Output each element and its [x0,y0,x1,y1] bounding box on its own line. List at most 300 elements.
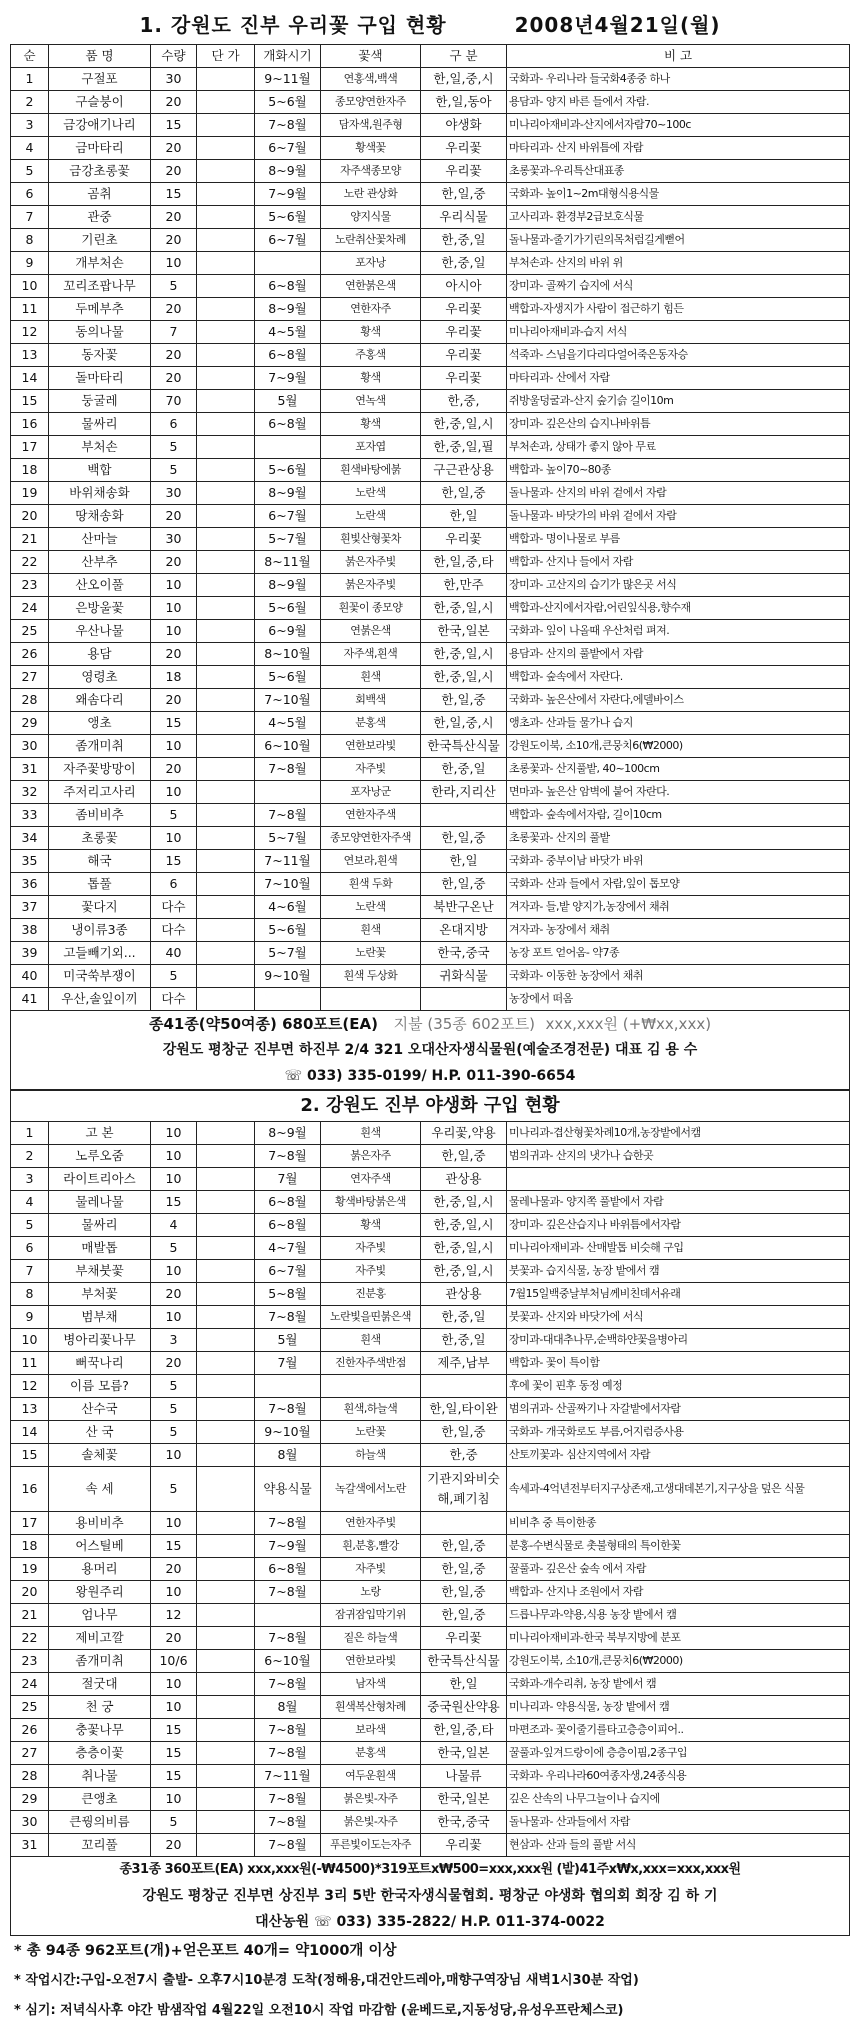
cell-no: 9 [11,1306,49,1329]
cell-remarks: 붓꽃과- 산지와 바닷가에 서식 [507,1306,850,1329]
cell-category: 한,중,일,시 [421,643,507,666]
notes [10,1936,850,2026]
table-row [11,1168,850,1191]
cell-bloom [255,436,321,459]
cell-name: 속 세 [49,1467,151,1512]
cell-color: 잠귀잠입막기위 [321,1604,421,1627]
cell-price [197,1650,255,1673]
cell-color: 연한보라빛 [321,735,421,758]
table-row [11,367,850,390]
cell-name: 용담 [49,643,151,666]
header-qty: 수량 [151,45,197,68]
cell-price [197,965,255,988]
cell-remarks: 마타리과- 산에서 자람 [507,367,850,390]
cell-no: 10 [11,1329,49,1352]
table-row [11,160,850,183]
cell-no: 25 [11,1696,49,1719]
header-bloom: 개화시기 [255,45,321,68]
cell-name: 물싸리 [49,413,151,436]
cell-qty: 20 [151,229,197,252]
cell-color: 흰색 [321,666,421,689]
section2-phone: 대산농원 ☏ 033) 335-2822/ H.P. 011-374-0022 [255,1914,605,1930]
cell-no: 27 [11,1742,49,1765]
cell-color: 노란취산꽃차례 [321,229,421,252]
cell-price [197,873,255,896]
cell-color [321,1375,421,1398]
cell-bloom: 7~8월 [255,1627,321,1650]
cell-remarks: 백합과- 산지나 조원에서 자람 [507,1581,850,1604]
cell-bloom: 7~11월 [255,850,321,873]
cell-category: 구근관상용 [421,459,507,482]
cell-bloom [255,988,321,1011]
cell-no: 12 [11,1375,49,1398]
cell-qty: 12 [151,1604,197,1627]
cell-no: 17 [11,436,49,459]
cell-no: 20 [11,1581,49,1604]
cell-color: 푸른빛이도는자주 [321,1834,421,1857]
cell-qty: 20 [151,689,197,712]
cell-no: 28 [11,1765,49,1788]
table-row [11,1375,850,1398]
cell-qty: 다수 [151,896,197,919]
cell-name: 라이트리아스 [49,1168,151,1191]
cell-remarks: 백합과- 숲속에서자람, 길이10cm [507,804,850,827]
cell-name: 기린초 [49,229,151,252]
cell-no: 6 [11,183,49,206]
table-row [11,551,850,574]
cell-no: 22 [11,1627,49,1650]
cell-category [421,804,507,827]
cell-name: 꼬리풀 [49,1834,151,1857]
cell-category: 귀화식물 [421,965,507,988]
cell-category: 한,일 [421,1673,507,1696]
cell-bloom: 6~10월 [255,1650,321,1673]
table-row [11,758,850,781]
cell-color: 양지식물 [321,206,421,229]
cell-category: 한,일 [421,505,507,528]
cell-bloom: 8~9월 [255,160,321,183]
cell-category: 한,일,중 [421,482,507,505]
cell-name: 좀비비추 [49,804,151,827]
cell-qty: 70 [151,390,197,413]
cell-name: 은방울꽃 [49,597,151,620]
cell-qty: 7 [151,321,197,344]
cell-bloom: 6~7월 [255,505,321,528]
cell-remarks: 장미과- 깊은산의 습지나바위틈 [507,413,850,436]
cell-category: 우리꽃 [421,1834,507,1857]
cell-bloom: 7~8월 [255,1834,321,1857]
cell-remarks: 돌나물과- 산지의 바위 겉에서 자람 [507,482,850,505]
cell-category: 한,일,중,시 [421,68,507,91]
cell-remarks: 장미과- 골짜기 습지에 서식 [507,275,850,298]
table-row [11,574,850,597]
cell-bloom: 7~9월 [255,183,321,206]
cell-price [197,1673,255,1696]
cell-remarks: 미나리아재비과-한국 북부지방에 분포 [507,1627,850,1650]
cell-price [197,114,255,137]
cell-no: 27 [11,666,49,689]
cell-color: 붉은빛-자주 [321,1788,421,1811]
cell-color: 자주빛 [321,1558,421,1581]
table-row [11,275,850,298]
cell-color: 흰빛산형꽃차 [321,528,421,551]
cell-no: 4 [11,137,49,160]
cell-remarks: 붓꽃과- 습지식물, 농장 밭에서 캠 [507,1260,850,1283]
cell-name: 둥굴레 [49,390,151,413]
cell-remarks: 꿀풀과-잎겨드랑이에 층층이핌,2종구입 [507,1742,850,1765]
cell-name: 좀개미취 [49,1650,151,1673]
cell-color: 흰색 [321,1122,421,1145]
cell-category: 한,일,중 [421,1421,507,1444]
cell-qty: 20 [151,758,197,781]
cell-no: 29 [11,1788,49,1811]
cell-remarks: 백합과-산지에서자람,어린잎식용,향수재 [507,597,850,620]
table-row [11,804,850,827]
cell-no: 3 [11,1168,49,1191]
cell-category: 한,일,중 [421,1581,507,1604]
cell-price [197,1375,255,1398]
cell-name: 산수국 [49,1398,151,1421]
cell-price [197,919,255,942]
cell-name: 백합 [49,459,151,482]
cell-remarks: 용담과- 양지 바른 들에서 자람. [507,91,850,114]
cell-qty: 15 [151,1765,197,1788]
cell-no: 14 [11,1421,49,1444]
cell-name: 꽃다지 [49,896,151,919]
cell-name: 범부채 [49,1306,151,1329]
cell-price [197,91,255,114]
cell-category: 한,일,중,시 [421,712,507,735]
cell-qty: 20 [151,206,197,229]
table-row [11,1329,850,1352]
cell-color: 연붉은색 [321,620,421,643]
cell-remarks: 국화과- 우리나라 들국화4종중 하나 [507,68,850,91]
cell-price [197,183,255,206]
cell-bloom: 7~8월 [255,1581,321,1604]
cell-category: 관상용 [421,1168,507,1191]
cell-category: 우리꽃,약용 [421,1122,507,1145]
cell-bloom: 6~7월 [255,1260,321,1283]
table-row [11,1558,850,1581]
table-row [11,1122,850,1145]
cell-qty: 5 [151,1237,197,1260]
cell-remarks: 범의귀과- 산골짜기나 자갈밭에서자람 [507,1398,850,1421]
cell-remarks: 국화과- 높이1~2m대형식용식물 [507,183,850,206]
cell-no: 7 [11,206,49,229]
cell-color: 노란꽃 [321,942,421,965]
cell-color: 회백색 [321,689,421,712]
cell-qty: 10 [151,1260,197,1283]
cell-category: 한,중,일,시 [421,1191,507,1214]
table-row [11,1237,850,1260]
cell-remarks: 돌나물과- 바닷가의 바위 겉에서 자람 [507,505,850,528]
table-row [11,1512,850,1535]
table-row [11,413,850,436]
cell-color [321,988,421,1011]
cell-name: 바위채송화 [49,482,151,505]
cell-no: 4 [11,1191,49,1214]
cell-bloom: 7~8월 [255,1788,321,1811]
cell-remarks: 마타리과- 산지 바위틈에 자람 [507,137,850,160]
cell-category: 한,중,일 [421,252,507,275]
cell-no: 30 [11,735,49,758]
cell-category: 한,중,일,필 [421,436,507,459]
cell-bloom: 8~10월 [255,643,321,666]
cell-color: 연보라,흰색 [321,850,421,873]
cell-bloom: 7~8월 [255,1742,321,1765]
cell-category [421,988,507,1011]
cell-qty: 10 [151,1696,197,1719]
cell-price [197,1444,255,1467]
cell-category [421,1375,507,1398]
cell-price [197,735,255,758]
cell-remarks: 장미과-대대추나무,순백하얀꽃을병아리 [507,1329,850,1352]
cell-qty: 3 [151,1329,197,1352]
cell-qty: 5 [151,1398,197,1421]
cell-qty: 30 [151,68,197,91]
section1-summary-box [10,1011,850,1090]
cell-remarks: 국화과- 산과 들에서 자람,잎이 톱모양 [507,873,850,896]
cell-category: 한라,지리산 [421,781,507,804]
cell-name: 취나물 [49,1765,151,1788]
table-row [11,1627,850,1650]
cell-no: 21 [11,528,49,551]
note-work-time: * 작업시간:구입-오전7시 출발- 오후7시10분경 도착(정해용,대건안드레아,매향구역장님 새벽1시30분 작업) [14,1973,639,1988]
table-row [11,735,850,758]
table-row [11,459,850,482]
cell-color: 보라색 [321,1719,421,1742]
cell-price [197,436,255,459]
cell-name: 제비고깔 [49,1627,151,1650]
table-row [11,1398,850,1421]
table-row [11,1444,850,1467]
cell-price [197,275,255,298]
cell-color: 종모양연한자주 [321,91,421,114]
cell-qty: 10 [151,574,197,597]
cell-name: 영령초 [49,666,151,689]
cell-qty: 10 [151,1306,197,1329]
cell-category: 한,중,일,시 [421,666,507,689]
section1-header-row [11,45,850,68]
cell-color: 흰색 두화 [321,873,421,896]
section2-table [10,1121,850,1857]
table-row [11,1673,850,1696]
cell-bloom: 8~11월 [255,551,321,574]
cell-no: 5 [11,1214,49,1237]
cell-qty: 다수 [151,919,197,942]
table-row [11,1306,850,1329]
cell-bloom: 8~9월 [255,298,321,321]
cell-category: 우리꽃 [421,137,507,160]
cell-qty: 6 [151,413,197,436]
cell-name: 두메부추 [49,298,151,321]
header-color: 꽃색 [321,45,421,68]
cell-name: 금강초롱꽃 [49,160,151,183]
cell-bloom: 7~8월 [255,1398,321,1421]
cell-bloom: 5~6월 [255,91,321,114]
table-row [11,712,850,735]
cell-price [197,827,255,850]
cell-bloom: 6~8월 [255,275,321,298]
cell-remarks: 국화과- 잎이 나올때 우산처럼 펴져. [507,620,850,643]
cell-category: 우리꽃 [421,344,507,367]
cell-name: 금강애기나리 [49,114,151,137]
cell-name: 돌마타리 [49,367,151,390]
cell-name: 관중 [49,206,151,229]
cell-price [197,344,255,367]
cell-name: 미국쑥부쟁이 [49,965,151,988]
cell-no: 38 [11,919,49,942]
cell-qty: 4 [151,1214,197,1237]
cell-no: 13 [11,1398,49,1421]
cell-qty: 20 [151,160,197,183]
table-row [11,1604,850,1627]
cell-bloom: 4~5월 [255,712,321,735]
cell-bloom [255,1375,321,1398]
cell-qty: 10/6 [151,1650,197,1673]
cell-category: 한,중,일,시 [421,1237,507,1260]
cell-qty: 30 [151,482,197,505]
cell-color: 자주빛 [321,1260,421,1283]
cell-price [197,1145,255,1168]
cell-name: 우산나물 [49,620,151,643]
cell-price [197,1604,255,1627]
cell-bloom: 4~7월 [255,1237,321,1260]
table-row [11,1834,850,1857]
cell-color: 진분홍 [321,1283,421,1306]
cell-category: 한,일,동아 [421,91,507,114]
cell-qty: 15 [151,1742,197,1765]
cell-color: 노란 관상화 [321,183,421,206]
cell-category: 한국,일본 [421,620,507,643]
cell-bloom: 4~6월 [255,896,321,919]
cell-bloom: 7~8월 [255,114,321,137]
cell-name: 층층이꽃 [49,1742,151,1765]
cell-price [197,390,255,413]
cell-bloom: 5~8월 [255,1283,321,1306]
cell-color: 종모양연한자주색 [321,827,421,850]
cell-remarks: 국화과- 이동한 농장에서 채취 [507,965,850,988]
cell-bloom: 9~10월 [255,965,321,988]
cell-price [197,482,255,505]
section2-summary-box [10,1857,850,1936]
cell-category: 한국,일본 [421,1788,507,1811]
cell-remarks: 백합과- 명이나물로 부름 [507,528,850,551]
cell-no: 11 [11,1352,49,1375]
table-row [11,1788,850,1811]
cell-name: 솔체꽃 [49,1444,151,1467]
cell-qty: 10 [151,1145,197,1168]
cell-price [197,689,255,712]
cell-color: 붉은빛-자주 [321,1811,421,1834]
cell-bloom [255,252,321,275]
cell-color: 주홍색 [321,344,421,367]
cell-color: 연한보라빛 [321,1650,421,1673]
cell-price [197,321,255,344]
cell-remarks: 겨자과- 들,밭 양지가,농장에서 채취 [507,896,850,919]
cell-qty: 10 [151,1512,197,1535]
section2-body [11,1122,850,1857]
cell-price [197,1535,255,1558]
table-row [11,68,850,91]
cell-qty: 다수 [151,988,197,1011]
cell-remarks: 국화과- 개국화로도 부름,어지럼증사용 [507,1421,850,1444]
cell-no: 29 [11,712,49,735]
cell-color: 포자낭 [321,252,421,275]
cell-bloom: 7~8월 [255,1673,321,1696]
cell-qty: 5 [151,1811,197,1834]
cell-name: 절굿대 [49,1673,151,1696]
table-row [11,229,850,252]
cell-color: 붉은자주빛 [321,574,421,597]
cell-no: 16 [11,1467,49,1512]
cell-qty: 30 [151,528,197,551]
cell-price [197,137,255,160]
cell-price [197,206,255,229]
cell-color: 황색 [321,1214,421,1237]
cell-color: 노란빛을띤붉은색 [321,1306,421,1329]
cell-bloom: 9~11월 [255,68,321,91]
table-row [11,321,850,344]
cell-color: 포자낭군 [321,781,421,804]
cell-color: 황색 [321,321,421,344]
cell-name: 산부추 [49,551,151,574]
cell-price [197,1811,255,1834]
cell-bloom: 6~7월 [255,137,321,160]
cell-color: 흰색복산형차례 [321,1696,421,1719]
table-row [11,942,850,965]
cell-no: 16 [11,413,49,436]
cell-qty: 5 [151,459,197,482]
cell-remarks: 강원도이북, 소10개,큰뭉치6(₩2000) [507,1650,850,1673]
cell-price [197,551,255,574]
cell-color: 연한자주 [321,298,421,321]
cell-category: 한,일,중,타 [421,1719,507,1742]
cell-qty: 6 [151,873,197,896]
cell-bloom: 6~10월 [255,735,321,758]
cell-qty: 20 [151,551,197,574]
table-row [11,91,850,114]
cell-color: 붉은자주 [321,1145,421,1168]
table-row [11,344,850,367]
cell-no: 31 [11,758,49,781]
cell-no: 5 [11,160,49,183]
cell-price [197,574,255,597]
cell-name: 물레나물 [49,1191,151,1214]
cell-category: 한국특산식물 [421,735,507,758]
cell-color: 자주빛 [321,758,421,781]
cell-remarks: 강원도이북, 소10개,큰뭉치6(₩2000) [507,735,850,758]
cell-remarks: 속세과-4억년전부터지구상존재,고생대데본기,지구상을 덮은 식물 [507,1467,850,1512]
table-row [11,390,850,413]
cell-price [197,1834,255,1857]
cell-bloom: 7~11월 [255,1765,321,1788]
cell-color: 담자색,원주형 [321,114,421,137]
cell-remarks: 백합과- 높이70~80종 [507,459,850,482]
cell-remarks [507,1168,850,1191]
section2-summary: 종31종 360포트(EA) xxx,xxx원(-₩4500)*319포트x₩500=xxx,xxx원 (밭)41주x₩x,xxx=xxx,xxx원 [119,1862,741,1877]
cell-no: 9 [11,252,49,275]
table-row [11,206,850,229]
cell-remarks: 고사리과- 환경부2급보호식물 [507,206,850,229]
table-row [11,1650,850,1673]
cell-color: 진한자주색반점 [321,1352,421,1375]
cell-no: 37 [11,896,49,919]
cell-no: 34 [11,827,49,850]
cell-bloom: 6~8월 [255,1214,321,1237]
cell-no: 31 [11,1834,49,1857]
cell-qty: 20 [151,1283,197,1306]
